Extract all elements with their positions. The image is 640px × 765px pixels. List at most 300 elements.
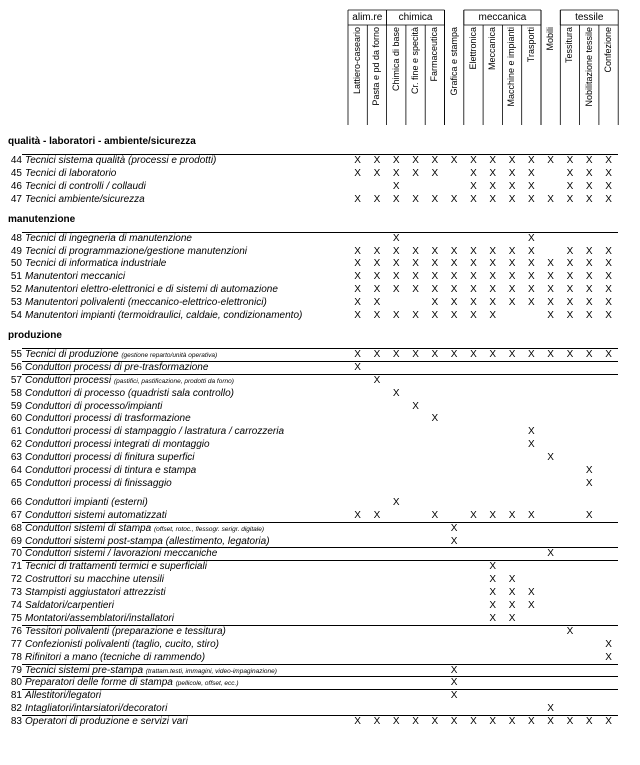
row-label: Manutentori elettro-elettronici e di sistemi di automazione [25,284,278,296]
row-label: Stampisti aggiustatori attrezzisti [25,587,166,599]
table-row [0,387,640,400]
mark-x: X [431,509,439,521]
mark-x: X [392,232,400,244]
table-row [0,400,640,413]
row-number: 49 [10,245,22,257]
mark-x: X [605,716,612,728]
mark-x: X [605,284,612,296]
mark-x: X [431,258,439,270]
mark-x: X [450,690,458,702]
mark-x: X [508,509,516,521]
table-row [0,560,640,573]
row-number: 45 [10,167,22,179]
mark-x: X [547,155,554,166]
row-number: 61 [10,426,22,438]
row-note: (pellicole, offset, ecc.) [175,680,239,688]
mark-x: X [605,155,612,166]
column-label: Farmaceutica [429,27,440,82]
row-label: Tecnici ambiente/sicurezza [25,193,145,205]
mark-x: X [373,284,381,296]
mark-x: X [431,348,439,360]
row-label: Conduttori processi di pre-trasformazione [25,361,209,373]
mark-x: X [508,574,516,586]
mark-x: X [450,284,458,296]
mark-x: X [585,477,593,489]
mark-x: X [528,167,535,179]
mark-x: X [450,155,458,166]
mark-x: X [373,509,381,521]
mark-x: X [508,612,516,624]
mark-x: X [508,716,516,728]
mark-x: X [566,625,574,637]
mark-x: X [450,297,458,309]
mark-x: X [508,155,516,166]
table-row [0,586,640,599]
mark-x: X [354,193,361,205]
table-row [0,232,640,245]
column-label: Pasta e pd da forno [371,27,382,106]
mark-x: X [373,167,381,179]
mark-x: X [566,716,574,728]
mark-x: X [605,310,612,321]
mark-x: X [450,245,458,257]
mark-x: X [547,310,554,321]
mark-x: X [508,284,516,296]
mark-x: X [528,271,535,283]
row-label: Conduttori di processo/impianti [25,400,163,412]
row-label: Intagliatori/intarsiatori/decoratori [25,703,168,715]
mark-x: X [566,193,574,205]
mark-x: X [431,155,439,166]
row-number: 66 [10,496,22,508]
mark-x: X [431,167,439,179]
mark-x: X [392,387,400,399]
row-label: Manutentori meccanici [25,271,126,283]
mark-x: X [489,612,497,624]
mark-x: X [508,245,516,257]
mark-x: X [354,167,361,179]
table-row [0,664,640,677]
row-note: (pastifici, pastificazione, prodotti da forno) [113,377,234,385]
mark-x: X [470,193,477,205]
mark-x: X [373,258,381,270]
row-number: 48 [10,232,22,244]
mark-x: X [566,297,574,309]
mark-x: X [528,180,535,192]
column-label: Grafica e stampa [448,27,459,96]
mark-x: X [508,271,516,283]
table-row [0,438,640,451]
mark-x: X [412,348,419,360]
row-number: 74 [10,600,22,611]
mark-x: X [605,180,612,192]
mark-x: X [547,258,554,270]
table-row [0,625,640,638]
mark-x: X [373,716,381,728]
column-label: Meccanica [487,27,498,71]
mark-x: X [605,271,612,283]
row-number: 44 [10,155,22,166]
mark-x: X [412,271,419,283]
mark-x: X [354,361,361,373]
mark-x: X [605,651,612,663]
mark-x: X [392,716,400,728]
row-number: 46 [10,180,22,192]
table-row [0,283,640,296]
mark-x: X [412,258,419,270]
row-number: 75 [10,612,22,624]
mark-x: X [354,271,361,283]
column-label: Mobili [545,27,555,51]
table-row [0,309,640,322]
mark-x: X [412,155,419,166]
mark-x: X [431,284,439,296]
mark-x: X [450,348,458,360]
row-label: Tecnici di laboratorio [25,167,117,179]
mark-x: X [605,638,612,650]
row-number: 54 [10,310,22,321]
column-label: Chimica di base [390,27,401,92]
row-label: Tecnici sistemi pre-stampa (trattam.testi, immagini, video-impaginazione) [25,664,277,676]
mark-x: X [605,297,612,309]
row-label: Tecnici di programmazione/gestione manutenzioni [25,245,247,257]
mark-x: X [585,245,593,257]
mark-x: X [450,271,458,283]
mark-x: X [392,193,400,205]
row-number: 62 [10,439,22,451]
table-row [0,651,640,664]
mark-x: X [547,193,554,205]
table-row [0,535,640,548]
mark-x: X [585,716,593,728]
mark-x: X [566,284,574,296]
mark-x: X [566,167,574,179]
row-number: 76 [10,625,22,637]
mark-x: X [354,245,361,257]
section-title: qualità - laboratori - ambiente/sicurezza [8,136,196,147]
mark-x: X [450,310,458,321]
mark-x: X [373,245,381,257]
mark-x: X [566,155,574,166]
column-header-grid [0,0,640,130]
table-row [0,193,640,206]
table-row [0,361,640,374]
column-group-label: chimica [398,12,433,23]
mark-x: X [373,193,381,205]
row-label: Conduttori sistemi automatizzati [25,509,167,521]
row-label: Tecnici sistema qualità (processi e prodotti) [25,155,217,166]
row-number: 83 [10,716,22,728]
mark-x: X [585,193,593,205]
row-note: (gestione reparto/unità operativa) [121,351,218,359]
row-number: 59 [10,400,22,412]
table-row [0,374,640,387]
table-row [0,425,640,438]
row-number: 57 [10,374,22,386]
table-row [0,638,640,651]
row-number: 47 [10,193,22,205]
row-number: 60 [10,413,22,425]
table-row [0,573,640,586]
row-label: Conduttori sistemi post-stampa (allestimento, legatoria) [25,535,270,547]
mark-x: X [450,664,458,676]
column-label: Lattiero-caseario [352,27,362,95]
row-label: Saldatori/carpentieri [25,600,114,611]
row-label: Tecnici di produzione (gestione reparto/unità operativa) [25,348,218,360]
mark-x: X [508,180,516,192]
row-label: Confezionisti polivalenti (taglio, cucito, stiro) [25,638,219,650]
row-label: Montatori/assemblatori/installatori [25,612,174,624]
mark-x: X [547,452,554,464]
mark-x: X [489,155,497,166]
mark-x: X [528,232,535,244]
mark-x: X [392,284,400,296]
section-title: manutenzione [8,213,76,225]
mark-x: X [373,348,381,360]
mark-x: X [566,180,574,192]
mark-x: X [470,167,477,179]
column-label: Trasporti [525,27,536,63]
mark-x: X [373,297,381,309]
table-row [0,451,640,464]
mark-x: X [489,716,497,728]
mark-x: X [392,245,400,257]
row-number: 78 [10,651,22,663]
mark-x: X [373,310,381,321]
mark-x: X [392,258,400,270]
mark-x: X [392,155,400,166]
table-row [0,154,640,167]
mark-x: X [508,297,516,309]
row-number: 58 [10,387,22,399]
row-number: 71 [10,561,22,573]
mark-x: X [605,348,612,360]
mark-x: X [528,155,535,166]
table-row [0,270,640,283]
row-label: Rifinitori a mano (tecniche di rammendo) [25,651,206,663]
mark-x: X [450,535,458,547]
mark-x: X [489,310,497,321]
row-label: Tecnici di trattamenti termici e superficiali [25,561,207,573]
row-number: 69 [10,535,22,547]
mark-x: X [566,271,574,283]
mark-x: X [489,245,497,257]
mark-x: X [528,193,535,205]
mark-x: X [489,193,497,205]
mark-x: X [605,167,612,179]
mark-x: X [470,271,477,283]
mark-x: X [585,348,593,360]
mark-x: X [373,374,381,386]
mark-x: X [470,716,477,728]
table-row [0,689,640,702]
mark-x: X [470,284,477,296]
mark-x: X [470,155,477,166]
row-number: 53 [10,297,22,309]
row-label: Conduttori processi di finitura superfici [25,452,195,464]
table-row [0,676,640,689]
mark-x: X [354,509,361,521]
mark-x: X [547,271,554,283]
mark-x: X [470,258,477,270]
mark-x: X [412,310,419,321]
mark-x: X [489,587,497,599]
mark-x: X [508,167,516,179]
mark-x: X [354,155,361,166]
mark-x: X [412,245,419,257]
row-number: 70 [10,548,22,560]
mark-x: X [528,716,535,728]
mark-x: X [547,548,554,560]
row-note: (offset, rotoc., flessogr. serigr. digitale) [153,525,265,533]
mark-x: X [489,271,497,283]
section-title: produzione [8,329,62,341]
mark-x: X [489,297,497,309]
mark-x: X [528,297,535,309]
table-row [0,715,640,728]
mark-x: X [605,258,612,270]
table-row [0,599,640,612]
row-number: 67 [10,509,22,521]
mark-x: X [605,245,612,257]
mark-x: X [566,348,574,360]
row-number: 82 [10,703,22,715]
row-note: (trattam.testi, immagini, video-impaginazione) [145,667,277,675]
row-label: Costruttori su macchine utensili [25,574,164,586]
mark-x: X [412,716,419,728]
mark-x: X [585,310,593,321]
row-number: 65 [10,477,22,489]
mark-x: X [528,509,535,521]
mark-x: X [392,180,400,192]
mark-x: X [547,703,554,715]
mark-x: X [412,167,419,179]
table-row [0,180,640,193]
row-number: 77 [10,638,22,650]
mark-x: X [412,284,419,296]
mark-x: X [547,348,554,360]
mark-x: X [431,297,439,309]
mark-x: X [566,258,574,270]
row-label: Manutentori polivalenti (meccanico-elettrico-elettronici) [25,297,267,309]
row-label: Operatori di produzione e servizi vari [25,716,188,728]
mark-x: X [508,587,516,599]
row-label: Preparatori delle forme di stampa (pellicole, offset, ecc.) [25,677,239,689]
column-label: Elettronica [467,27,478,70]
mark-x: X [489,284,497,296]
mark-x: X [470,310,477,321]
mark-x: X [585,258,593,270]
mark-x: X [431,245,439,257]
column-group-label: alim.re [352,12,383,23]
mark-x: X [450,258,458,270]
row-number: 55 [10,348,22,360]
mark-x: X [450,677,458,689]
mark-x: X [470,180,477,192]
row-number: 51 [10,271,22,283]
mark-x: X [585,271,593,283]
row-number: 64 [10,465,22,476]
mark-x: X [489,258,497,270]
mark-x: X [489,509,497,521]
mark-x: X [508,258,516,270]
table-row [0,522,640,535]
mark-x: X [392,496,400,508]
mark-x: X [470,245,477,257]
mark-x: X [585,465,593,476]
column-group-label: meccanica [478,12,527,23]
mark-x: X [585,180,593,192]
mark-x: X [431,310,439,321]
row-label: Conduttori processi integrati di montaggio [25,439,210,451]
row-number: 73 [10,587,22,599]
mark-x: X [547,297,554,309]
mark-x: X [489,348,497,360]
mark-x: X [431,413,439,425]
table-row [0,167,640,180]
table-row [0,257,640,270]
mark-x: X [470,348,477,360]
column-group-label: tessile [575,12,604,23]
mark-x: X [354,258,361,270]
row-label: Conduttori processi di finissaggio [25,477,172,489]
mark-x: X [450,193,458,205]
table-row [0,245,640,258]
mark-x: X [547,284,554,296]
mark-x: X [585,297,593,309]
row-label: Conduttori impianti (esterni) [25,496,148,508]
row-number: 72 [10,574,22,586]
mark-x: X [489,180,497,192]
mark-x: X [489,600,497,611]
row-label: Tessitori polivalenti (preparazione e tessitura) [25,625,226,637]
table-row [0,496,640,509]
mark-x: X [508,193,516,205]
mark-x: X [566,245,574,257]
row-label: Conduttori processi di tintura e stampa [25,465,197,476]
mark-x: X [605,193,612,205]
mark-x: X [528,600,535,611]
mark-x: X [392,271,400,283]
mark-x: X [528,258,535,270]
mark-x: X [354,716,361,728]
table-row [0,464,640,477]
mark-x: X [528,426,535,438]
mark-x: X [392,348,400,360]
row-number: 80 [10,677,22,689]
column-label: Nobilitazione tessile [583,27,594,107]
mark-x: X [585,167,593,179]
mark-x: X [585,155,593,166]
table-row [0,477,640,490]
mark-x: X [508,348,516,360]
column-label: Confezione [602,27,613,73]
row-label: Conduttori processi di stampaggio / lastratura / carrozzeria [25,426,285,438]
table-row [0,412,640,425]
row-label: Tecnici di ingegneria di manutenzione [25,232,192,244]
table-row [0,702,640,715]
row-label: Conduttori processi di trasformazione [25,413,191,425]
mark-x: X [489,574,497,586]
mark-x: X [431,193,439,205]
mark-x: X [373,155,381,166]
mark-x: X [431,716,439,728]
mark-x: X [489,561,497,573]
mark-x: X [547,716,554,728]
mark-x: X [566,310,574,321]
column-label: Cr. fine e specità [409,27,420,95]
table-row [0,612,640,625]
